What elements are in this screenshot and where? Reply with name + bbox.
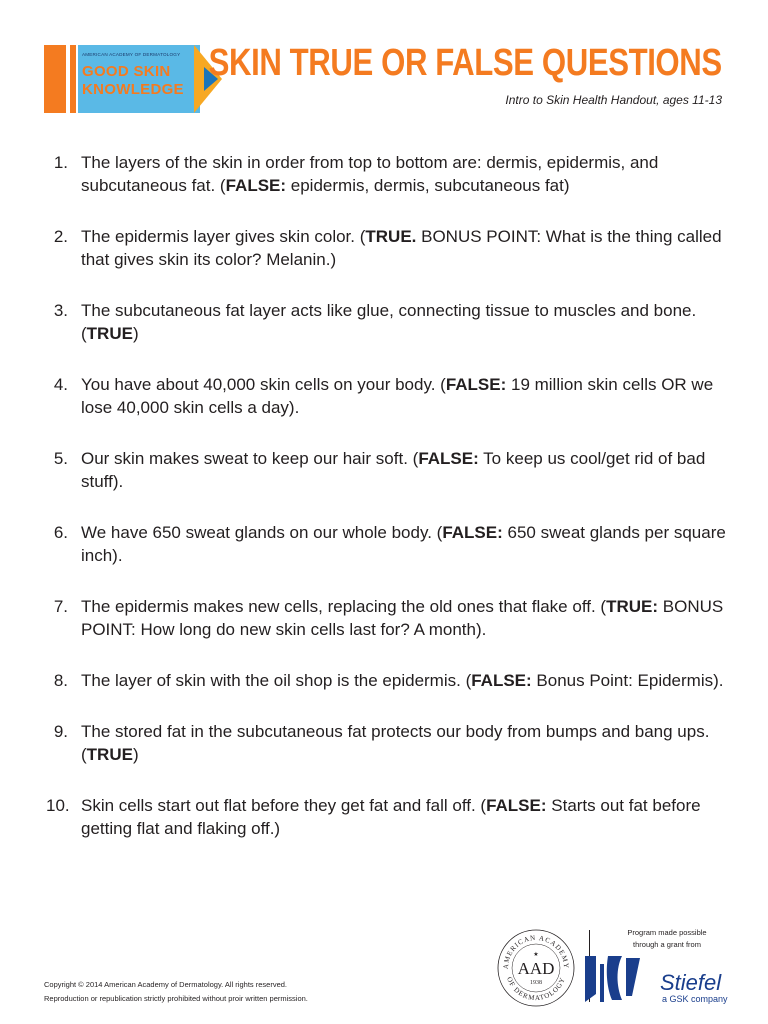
question-text: You have about 40,000 skin cells on your body. ( bbox=[81, 375, 446, 394]
good-skin-knowledge-logo bbox=[44, 45, 224, 113]
answer-explanation: BONUS POINT: What is the thing called that gives skin its color? Melanin.) bbox=[81, 227, 722, 269]
question-item bbox=[46, 521, 736, 567]
question-number: 7. bbox=[53, 597, 68, 616]
logo-line-1: GOOD SKIN bbox=[82, 63, 171, 80]
stiefel-name: Stiefel bbox=[660, 970, 722, 995]
answer-label: FALSE: bbox=[442, 523, 503, 542]
page-title: SKIN TRUE OR FALSE QUESTIONS bbox=[208, 42, 722, 84]
grant-line-1: Program made possible bbox=[627, 928, 707, 937]
question-item bbox=[46, 373, 736, 419]
question-text: The epidermis layer gives skin color. ( bbox=[81, 227, 366, 246]
seal-star-icon: ★ bbox=[533, 952, 539, 958]
question-item bbox=[46, 720, 736, 766]
question-number: 8. bbox=[53, 671, 68, 690]
question-number: 10. bbox=[46, 796, 70, 815]
question-item bbox=[46, 225, 736, 271]
logo-orange-bar bbox=[44, 45, 66, 113]
answer-explanation: 650 sweat glands per square inch). bbox=[81, 523, 726, 565]
question-text: The stored fat in the subcutaneous fat protects our body from bumps and bang ups. ( bbox=[81, 722, 710, 764]
question-item bbox=[46, 794, 736, 840]
seal-initials: AAD bbox=[517, 959, 555, 978]
question-text: Our skin makes sweat to keep our hair soft. ( bbox=[81, 449, 419, 468]
answer-explanation: Starts out fat before getting flat and flaking off.) bbox=[81, 796, 701, 838]
logo-orange-stripe bbox=[70, 45, 76, 113]
seal-bottom-arc: OF DERMATOLOGY bbox=[505, 975, 567, 1003]
question-number: 2. bbox=[53, 227, 68, 246]
answer-label: FALSE: bbox=[471, 671, 532, 690]
answer-label: TRUE bbox=[86, 324, 133, 343]
answer-label: FALSE: bbox=[418, 449, 479, 468]
question-number: 4. bbox=[53, 375, 68, 394]
question-item bbox=[46, 595, 736, 641]
question-text: Skin cells start out flat before they get fat and fall off. ( bbox=[81, 796, 487, 815]
question-item bbox=[46, 151, 736, 197]
question-text: We have 650 sweat glands on our whole body. ( bbox=[81, 523, 443, 542]
seal-top-arc: AMERICAN ACADEMY bbox=[501, 933, 571, 970]
grant-text bbox=[608, 927, 726, 951]
answer-label: FALSE: bbox=[486, 796, 547, 815]
page-subtitle: Intro to Skin Health Handout, ages 11-13 bbox=[505, 93, 722, 107]
question-item bbox=[46, 669, 736, 692]
answer-explanation: 19 million skin cells OR we lose 40,000 skin cells a day). bbox=[81, 375, 714, 417]
question-text: The layer of skin with the oil shop is the epidermis. ( bbox=[81, 671, 472, 690]
logo-small-text: AMERICAN ACADEMY OF DERMATOLOGY bbox=[82, 52, 181, 57]
question-text: The epidermis makes new cells, replacing the old ones that flake off. ( bbox=[81, 597, 607, 616]
stiefel-logo bbox=[582, 950, 732, 1008]
seal-year: 1938 bbox=[530, 980, 542, 986]
stiefel-mark-icon bbox=[585, 956, 640, 1002]
answer-explanation: To keep us cool/get rid of bad stuff). bbox=[81, 449, 706, 491]
answer-label: FALSE: bbox=[445, 375, 507, 394]
question-list bbox=[46, 151, 736, 868]
footer bbox=[44, 978, 308, 1006]
question-item bbox=[46, 299, 736, 345]
stiefel-sub: a GSK company bbox=[662, 994, 728, 1004]
reproduction-notice: Reproduction or republication strictly prohibited without proir written permission. bbox=[44, 994, 308, 1003]
answer-explanation: ) bbox=[132, 745, 139, 764]
question-text: The layers of the skin in order from top to bottom are: dermis, epidermis, and subcutaneous fat. ( bbox=[81, 153, 659, 195]
answer-label: TRUE: bbox=[606, 597, 659, 616]
answer-label: TRUE bbox=[86, 745, 133, 764]
question-number: 6. bbox=[53, 523, 68, 542]
aad-seal-icon bbox=[496, 928, 576, 1008]
question-number: 3. bbox=[53, 301, 68, 320]
answer-explanation: Bonus Point: Epidermis). bbox=[531, 671, 724, 690]
answer-label: FALSE: bbox=[225, 176, 287, 195]
copyright-text: Copyright © 2014 American Academy of Dermatology. All rights reserved. bbox=[44, 980, 287, 989]
answer-explanation: BONUS POINT: How long do new skin cells last for? A month). bbox=[81, 597, 724, 639]
logo-line-2: KNOWLEDGE bbox=[82, 81, 184, 98]
question-item bbox=[46, 447, 736, 493]
question-number: 5. bbox=[53, 449, 68, 468]
answer-explanation: ) bbox=[132, 324, 139, 343]
question-text: The subcutaneous fat layer acts like glue, connecting tissue to muscles and bone. ( bbox=[81, 301, 697, 343]
question-number: 1. bbox=[53, 153, 68, 172]
question-number: 9. bbox=[53, 722, 68, 741]
answer-label: TRUE. bbox=[365, 227, 417, 246]
grant-line-2: through a grant from bbox=[633, 940, 701, 949]
answer-explanation: epidermis, dermis, subcutaneous fat) bbox=[286, 176, 570, 195]
